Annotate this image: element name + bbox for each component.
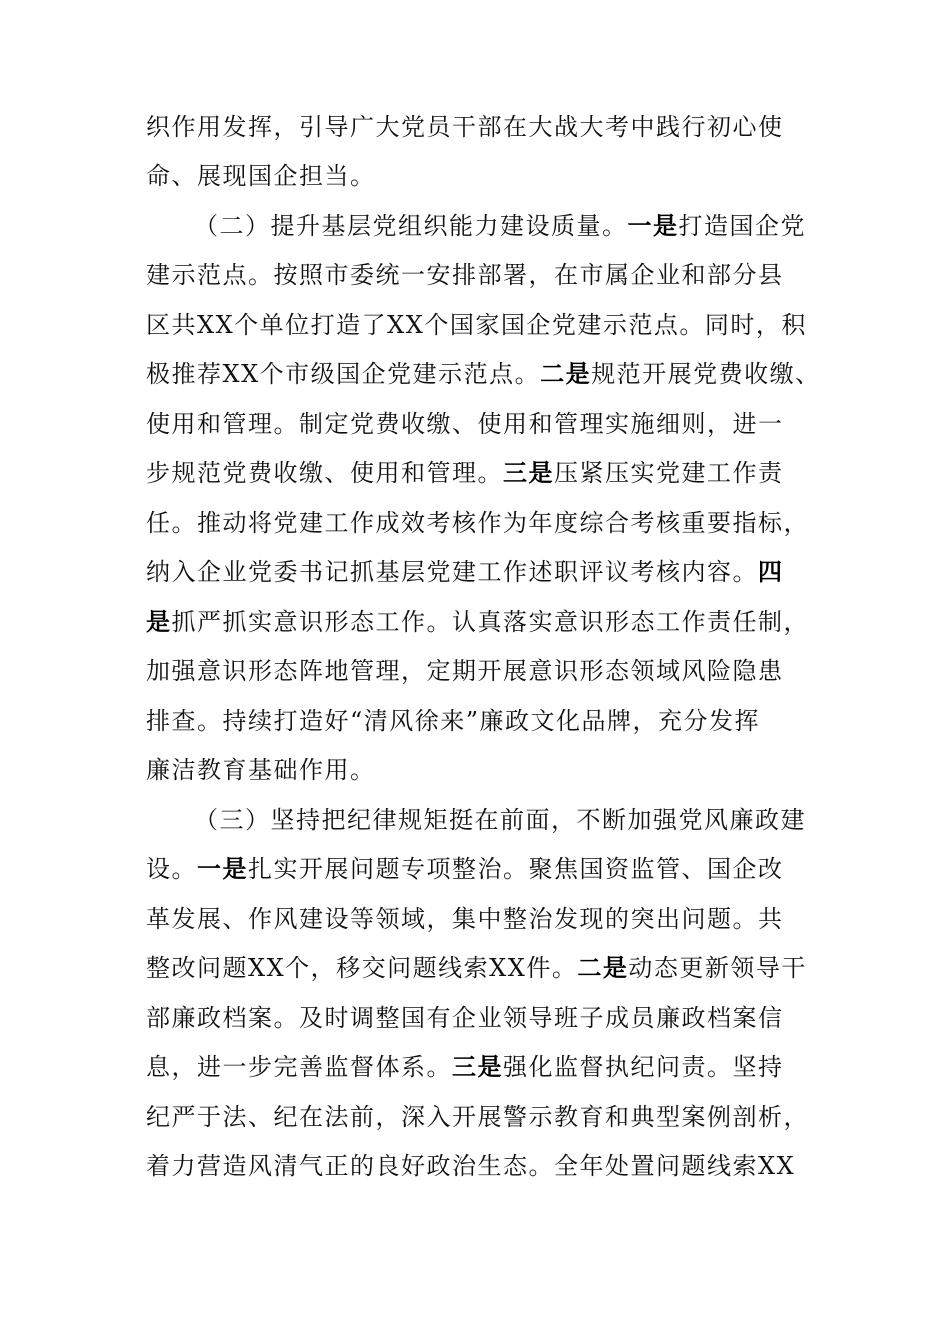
text-segment: 打造国企党	[678, 212, 806, 240]
text-segment: 设。	[146, 855, 197, 883]
text-line	[0, 795, 950, 845]
text-line	[0, 844, 950, 894]
text-segment: 步规范党费收缴、使用和管理。	[146, 459, 503, 487]
text-segment: 加强意识形态阵地管理，定期开展意识形态领域风险隐患	[146, 657, 784, 685]
text-segment: 建示范点。按照市委统一安排部署，在市属企业和部分县	[146, 261, 784, 289]
text-line	[0, 745, 950, 795]
text-line	[0, 696, 950, 746]
text-segment: 着力营造风清气正的良好政治生态。全年处置问题线索XX	[146, 1152, 796, 1180]
text-segment: 纳入企业党委书记抓基层党建工作述职评议考核内容。	[146, 558, 758, 586]
bold-text-segment: 一是	[197, 855, 248, 883]
text-line	[0, 1042, 950, 1092]
text-line	[0, 349, 950, 399]
text-line	[0, 993, 950, 1043]
bold-text-segment: 三是	[452, 1053, 503, 1081]
text-line	[0, 300, 950, 350]
bold-text-segment: 三是	[503, 459, 554, 487]
text-line	[0, 498, 950, 548]
text-segment: 任。推动将党建工作成效考核作为年度综合考核重要指标，	[146, 509, 809, 537]
text-line	[0, 151, 950, 201]
text-segment: 使用和管理。制定党费收缴、使用和管理实施细则，进一	[146, 410, 784, 438]
text-line	[0, 448, 950, 498]
text-segment: 部廉政档案。及时调整国有企业领导班子成员廉政档案信	[146, 1004, 784, 1032]
text-segment: 区共XX个单位打造了XX个国家国企党建示范点。同时，积	[146, 311, 807, 339]
text-line	[0, 894, 950, 944]
text-segment: 动态更新领导干	[628, 954, 807, 982]
text-segment: （三）坚持把纪律规矩挺在前面，不断加强党风廉政建	[194, 806, 806, 834]
bold-text-segment: 是	[146, 608, 172, 636]
text-segment: 排查。持续打造好“清风徐来”廉政文化品牌，充分发挥	[146, 707, 761, 735]
text-segment: 极推荐XX个市级国企党建示范点。	[146, 360, 541, 388]
text-segment: 命、展现国企担当。	[146, 162, 376, 190]
text-segment: 扎实开展问题专项整治。聚焦国资监管、国企改	[248, 855, 784, 883]
text-segment: 抓严抓实意识形态工作。认真落实意识形态工作责任制，	[171, 608, 809, 636]
text-segment: （二）提升基层党组织能力建设质量。	[194, 212, 628, 240]
text-segment: 纪严于法、纪在法前，深入开展警示教育和典型案例剖析，	[146, 1103, 809, 1131]
bold-text-segment: 四	[758, 558, 784, 586]
text-segment: 廉洁教育基础作用。	[146, 756, 376, 784]
text-line	[0, 399, 950, 449]
text-line	[0, 250, 950, 300]
text-segment: 息，进一步完善监督体系。	[146, 1053, 452, 1081]
text-line	[0, 201, 950, 251]
text-segment: 强化监督执纪问责。坚持	[503, 1053, 784, 1081]
text-line	[0, 943, 950, 993]
bold-text-segment: 二是	[577, 954, 629, 982]
text-segment: 压紧压实党建工作责	[554, 459, 784, 487]
text-line	[0, 597, 950, 647]
text-segment: 规范开展党费收缴、	[591, 360, 821, 388]
bold-text-segment: 二是	[540, 360, 592, 388]
text-segment: 革发展、作风建设等领域，集中整治发现的突出问题。共	[146, 905, 784, 933]
text-line	[0, 102, 950, 152]
text-segment: 织作用发挥，引导广大党员干部在大战大考中践行初心使	[146, 113, 784, 141]
text-line	[0, 1092, 950, 1142]
bold-text-segment: 一是	[627, 212, 679, 240]
text-segment: 整改问题XX个，移交问题线索XX件。	[146, 954, 578, 982]
text-line	[0, 646, 950, 696]
text-line	[0, 547, 950, 597]
text-line	[0, 1141, 950, 1191]
